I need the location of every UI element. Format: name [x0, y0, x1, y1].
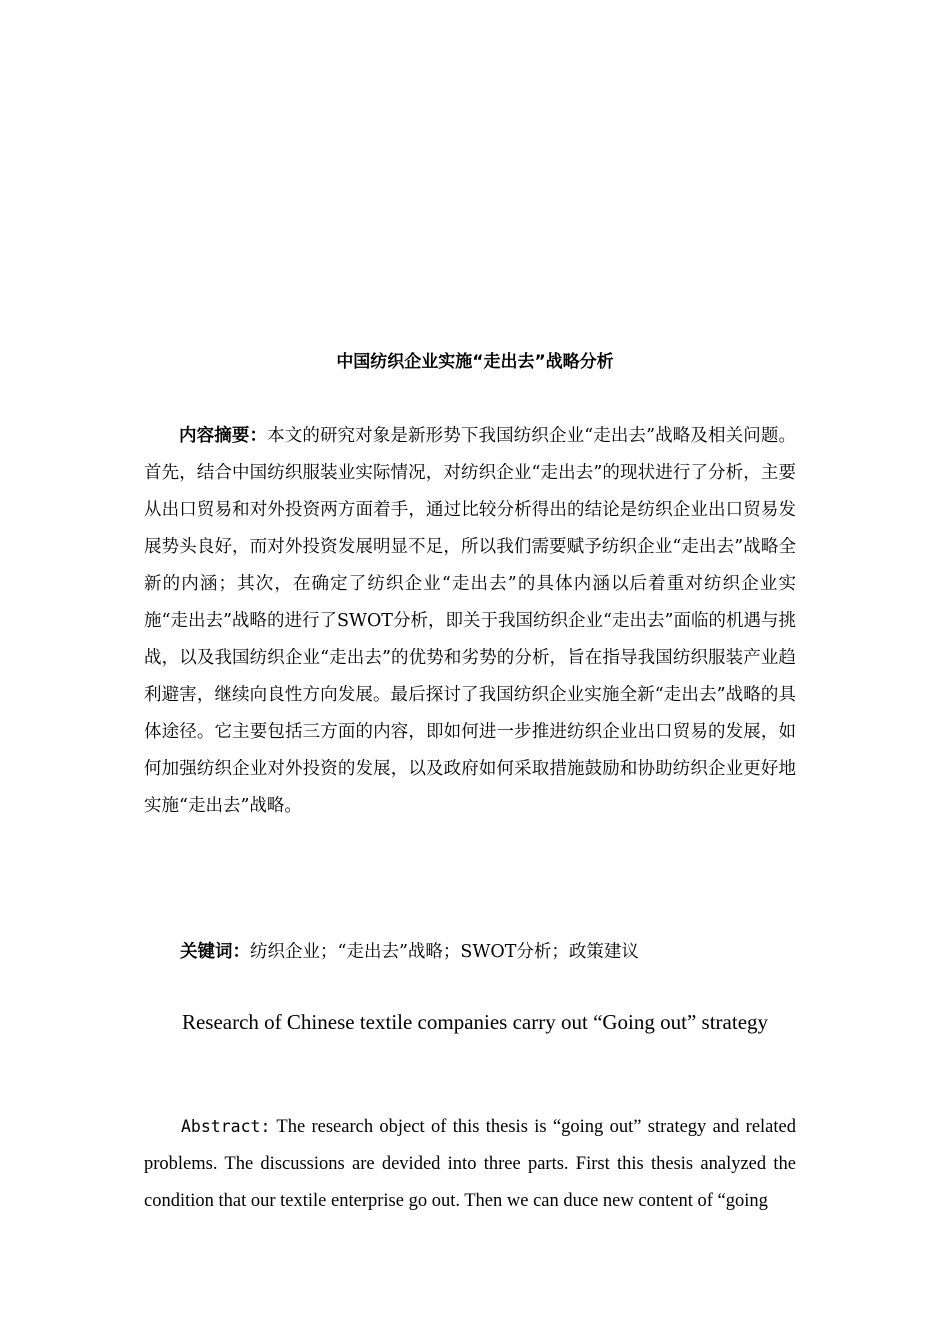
chinese-keywords [180, 936, 800, 968]
english-title: Research of Chinese textile companies carry out “Going out” strategy [181, 1010, 769, 1034]
chinese-abstract-label: 内容摘要： [179, 426, 268, 446]
chinese-keywords-label: 关键词： [180, 942, 250, 962]
chinese-abstract [144, 418, 796, 825]
chinese-keywords-text: 纺织企业；“走出去”战略；SWOT分析；政策建议 [250, 942, 639, 962]
english-abstract [144, 1108, 796, 1220]
chinese-title: 中国纺织企业实施“走出去”战略分析 [336, 352, 614, 372]
english-abstract-text: The research object of this thesis is “going out” strategy and related problems. The discussions are devided into three parts. First this thesis analyzed the condition that our textile enterprise go out. Then we can duce new content of “going [144, 1117, 796, 1211]
chinese-abstract-text: 本文的研究对象是新形势下我国纺织企业“走出去”战略及相关问题。首先，结合中国纺织服装业实际情况，对纺织企业“走出去”的现状进行了分析，主要从出口贸易和对外投资两方面着手，通过比较分析得出的结论是纺织企业出口贸易发展势头良好，而对外投资发展明显不足，所以我们需要赋予纺织企业“走出去”战略全新的内涵；其次，在确定了纺织企业“走出去”的具体内涵以后着重对纺织企业实施“走出去”战略的进行了SWOT分析，即关于我国纺织企业“走出去”面临的机遇与挑战，以及我国纺织企业“走出去”的优势和劣势的分析，旨在指导我国纺织服装产业趋利避害，继续向良性方向发展。最后探讨了我国纺织企业实施全新“走出去”战略的具体途径。它主要包括三方面的内容，即如何进一步推进纺织企业出口贸易的发展，如何加强纺织企业对外投资的发展，以及政府如何采取措施鼓励和协助纺织企业更好地实施“走出去”战略。 [144, 426, 796, 816]
english-abstract-label: Abstract: [181, 1117, 271, 1136]
